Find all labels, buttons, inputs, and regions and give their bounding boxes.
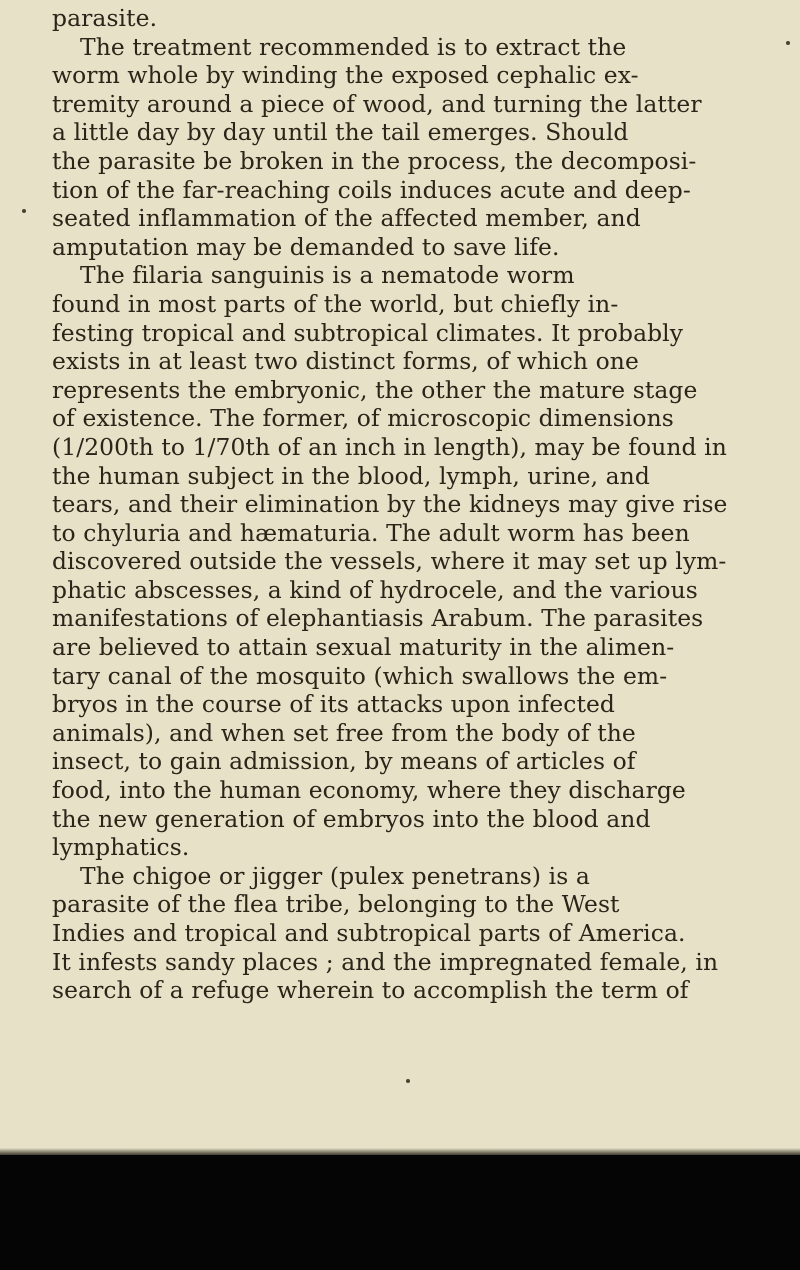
text-line: (1/200th to 1/70th of an inch in length), may be found in <box>52 432 727 461</box>
text-line: exists in at least two distinct forms, of which one <box>52 347 639 376</box>
text-line <box>52 33 772 62</box>
text-line: tary canal of the mosquito (which swallows the em- <box>52 661 668 690</box>
text-line: to chyluria and hæmaturia. The adult worm has been <box>52 518 690 547</box>
text-line: the parasite be broken in the process, the decomposi- <box>52 146 697 175</box>
text-line: parasite of the flea tribe, belonging to the West <box>52 890 620 919</box>
text-line: found in most parts of the world, but chiefly in- <box>52 289 619 318</box>
treatment-paragraph-start: The treatment recommended is to extract the <box>80 32 627 61</box>
scanner-background <box>0 1155 800 1270</box>
text-line: the new generation of embryos into the blood and <box>52 804 651 833</box>
scan-speck <box>406 1079 410 1083</box>
text-line: food, into the human economy, where they discharge <box>52 776 686 805</box>
text-line: phatic abscesses, a kind of hydrocele, and the various <box>52 575 698 604</box>
text-line: insect, to gain admission, by means of articles of <box>52 747 636 776</box>
scan-speck <box>786 41 790 45</box>
text-line <box>52 862 772 891</box>
text-line: Indies and tropical and subtropical parts of America. <box>52 919 686 947</box>
body-text <box>52 4 772 1005</box>
scan-speck <box>22 209 26 213</box>
text-line: search of a refuge wherein to accomplish the term of <box>52 976 689 1005</box>
text-line: discovered outside the vessels, where it may set up lym- <box>52 547 727 576</box>
text-line: animals), and when set free from the body of the <box>52 718 636 747</box>
text-line: of existence. The former, of microscopic dimensions <box>52 404 674 433</box>
text-line: a little day by day until the tail emerges. Should <box>52 118 629 147</box>
text-line: worm whole by winding the exposed cephalic ex- <box>52 61 639 90</box>
text-line: tion of the far-reaching coils induces acute and deep- <box>52 175 691 204</box>
text-line: tears, and their elimination by the kidneys may give rise <box>52 490 728 519</box>
text-line: lymphatics. <box>52 833 190 862</box>
text-line: festing tropical and subtropical climates. It probably <box>52 318 684 347</box>
text-line: amputation may be demanded to save life. <box>52 232 560 261</box>
text-line: represents the embryonic, the other the mature stage <box>52 375 698 404</box>
text-line <box>52 261 772 290</box>
text-line: parasite. <box>52 4 158 32</box>
text-line: tremity around a piece of wood, and turning the latter <box>52 89 702 118</box>
text-line: It infests sandy places ; and the impregnated female, in <box>52 947 719 976</box>
text-line: bryos in the course of its attacks upon infected <box>52 690 615 719</box>
text-line: seated inflammation of the affected member, and <box>52 204 641 233</box>
text-line: manifestations of elephantiasis Arabum. The parasites <box>52 604 704 633</box>
text-line: are believed to attain sexual maturity in the alimen- <box>52 633 675 662</box>
text-line: the human subject in the blood, lymph, urine, and <box>52 461 650 490</box>
filaria-paragraph-start: The filaria sanguinis is a nematode worm <box>80 261 575 290</box>
chigoe-paragraph-start: The chigoe or jigger (pulex penetrans) is a <box>80 861 590 890</box>
